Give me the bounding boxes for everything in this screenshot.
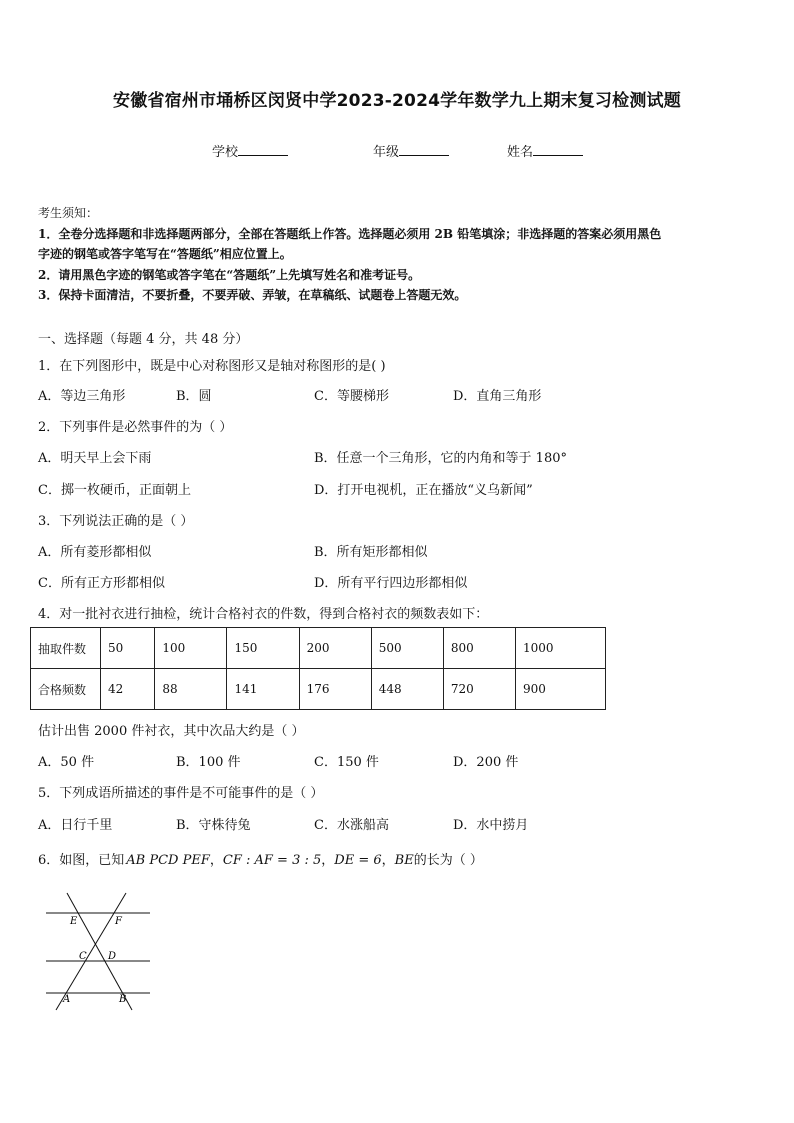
question-1: 1．在下列图形中，既是中心对称图形又是轴对称图形的是( ) [38,359,386,374]
grade-field [373,141,449,160]
section-heading: 一、选择题（每题 4 分，共 48 分） [38,332,249,347]
table-cell: 720 [443,669,515,710]
q2-option-b: B．任意一个三角形，它的内角和等于 180° [314,451,567,466]
grade-label: 年级 [373,145,400,160]
q2-option-d: D．打开电视机，正在播放“义乌新闻” [314,483,533,498]
name-blank [533,143,583,156]
q5-option-c: C．水涨船高 [314,818,389,833]
table-cell: 900 [515,669,605,710]
question-6 [38,849,483,868]
school-label: 学校 [212,145,239,160]
q6-sep: ， [321,853,335,868]
notice-item: 3．保持卡面清洁，不要折叠，不要弄破、弄皱，在草稿纸、试题卷上答题无效。 [38,288,467,302]
question-2: 2．下列事件是必然事件的为（ ） [38,420,233,435]
question-4-followup: 估计出售 2000 件衬衣，其中次品大约是（ ） [38,724,305,739]
table-cell: 42 [101,669,155,710]
table-cell: 800 [443,628,515,669]
label-a: A [63,994,71,1005]
q1-option-d: D．直角三角形 [453,389,542,404]
q6-sep: ， [209,853,223,868]
table-row-label: 抽取件数 [31,628,101,669]
question-5: 5．下列成语所描述的事件是不可能事件的是（ ） [38,786,324,801]
notice-item: 2．请用黑色字迹的钢笔或答字笔在“答题纸”上先填写姓名和准考证号。 [38,267,421,282]
school-field [212,141,288,160]
name-field [507,141,583,160]
q4-option-d: D．200 件 [453,755,519,770]
frequency-table [30,627,606,710]
q6-prefix: 6．如图，已知 [38,853,125,868]
question-4: 4．对一批衬衣进行抽检，统计合格衬衣的件数，得到合格衬衣的频数表如下： [38,607,489,622]
page-title: 安徽省宿州市埇桥区闵贤中学2023-2024学年数学九上期末复习检测试题 [113,91,681,111]
q6-math-parallel: AB PCD PEF [126,853,210,868]
notice-heading: 考生须知： [38,206,99,220]
q5-option-d: D．水中捞月 [453,818,529,833]
q6-suffix: 的长为（ ） [413,853,483,868]
table-cell: 200 [299,628,371,669]
q5-option-b: B．守株待兔 [176,818,251,833]
q3-option-c: C．所有正方形都相似 [38,576,165,591]
grade-blank [399,143,449,156]
notice-item: 1．全卷分选择题和非选择题两部分，全部在答题纸上作答。选择题必须用 2B 铅笔填涂；非选择题的答案必须用黑色 [38,226,662,241]
q3-option-d: D．所有平行四边形都相似 [314,576,468,591]
q4-option-a: A．50 件 [38,755,95,770]
table-cell: 500 [371,628,443,669]
q6-sep: ， [381,853,395,868]
q3-option-a: A．所有菱形都相似 [38,545,152,560]
table-cell: 100 [155,628,227,669]
label-b: B [119,994,127,1005]
school-blank [238,143,288,156]
q2-option-a: A．明天早上会下雨 [38,451,152,466]
q1-option-a: A．等边三角形 [38,389,126,404]
notice-item: 字迹的钢笔或答字笔写在“答题纸”相应位置上。 [38,247,292,261]
q1-option-c: C．等腰梯形 [314,389,389,404]
q4-option-b: B．100 件 [176,755,241,770]
table-cell: 176 [299,669,371,710]
table-row-label: 合格频数 [31,669,101,710]
table-row [31,628,606,669]
q6-math-ratio: CF : AF = 3 : 5 [222,853,322,868]
table-row [31,669,606,710]
parallel-lines-figure [40,888,160,1018]
table-cell: 50 [101,628,155,669]
q1-option-b: B．圆 [176,389,212,404]
table-cell: 448 [371,669,443,710]
exam-notice [38,203,760,306]
q2-option-c: C．掷一枚硬币，正面朝上 [38,483,191,498]
name-label: 姓名 [507,145,534,160]
transversal-eb [67,893,132,1010]
q5-option-a: A．日行千里 [38,818,113,833]
q6-math-be: BE [394,853,414,868]
label-d: D [108,951,117,962]
label-e: E [70,916,78,927]
q6-math-de: DE = 6 [334,853,382,868]
table-cell: 150 [227,628,299,669]
label-c: C [79,951,87,962]
q4-option-c: C．150 件 [314,755,379,770]
table-cell: 141 [227,669,299,710]
question-3: 3．下列说法正确的是（ ） [38,514,194,529]
label-f: F [115,916,122,927]
table-cell: 88 [155,669,227,710]
table-cell: 1000 [515,628,605,669]
q3-option-b: B．所有矩形都相似 [314,545,428,560]
